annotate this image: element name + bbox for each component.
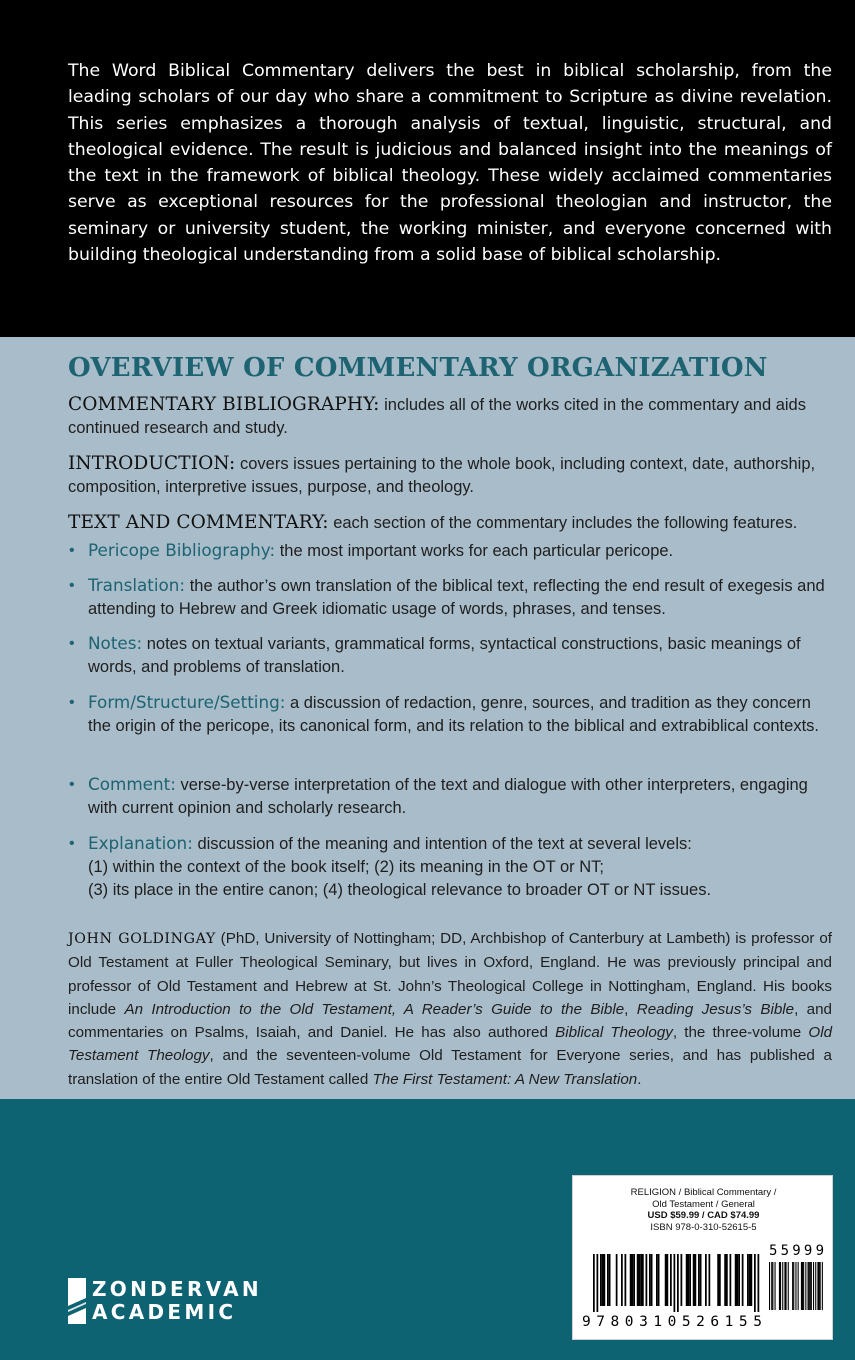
category-line: RELIGION / Biblical Commentary /: [630, 1187, 777, 1198]
barcode-bar: [738, 1254, 740, 1306]
barcode-bar: [686, 1254, 688, 1306]
barcode-bar: [693, 1254, 695, 1306]
barcode-bar: [639, 1254, 641, 1306]
barcode-bar: [600, 1254, 602, 1306]
barcode-bar: [689, 1254, 691, 1306]
section-heading: INTRODUCTION:: [68, 453, 236, 474]
bullet-icon: •: [69, 635, 75, 652]
feature-text-line: (3) its place in the entire canon; (4) theological relevance to broader OT or NT issues.: [88, 881, 712, 899]
feature-name: Translation:: [88, 575, 186, 595]
bio-text: (PhD, University of Nottingham; DD, Archbishop of Canterbury at Lambeth) is professor of Old Testament at Fuller Theological Seminary, but lives in Oxford, England. He was previously principal and professor of Old Testament and Hebrew at St. John’s Theological College in Nottingham, England. His books include: [68, 930, 832, 1018]
barcode-guard-bar: [674, 1254, 676, 1312]
addon-bar: [822, 1262, 823, 1310]
barcode-bar: [737, 1254, 739, 1306]
section-text: each section of the commentary includes the following features.: [333, 514, 798, 532]
barcode-digit: 5: [753, 1314, 762, 1330]
section-text-and-commentary: [68, 511, 836, 535]
addon-digit: 9: [792, 1243, 801, 1259]
barcode-bar: [656, 1254, 658, 1306]
barcode-bar: [640, 1254, 642, 1306]
addon-bar: [772, 1262, 773, 1310]
barcode-bar: [698, 1254, 700, 1306]
zondervan-logo-mark-icon: [68, 1278, 86, 1324]
feature-form-structure-setting: [68, 691, 836, 738]
addon-bar: [810, 1262, 811, 1310]
feature-name: Explanation:: [88, 833, 193, 853]
feature-name: Form/Structure/Setting:: [88, 692, 286, 712]
barcode-bar: [667, 1254, 669, 1306]
barcode-digit: 8: [610, 1314, 620, 1330]
barcode-bar: [695, 1254, 697, 1306]
addon-bar: [792, 1262, 793, 1310]
barcode-bar: [751, 1254, 753, 1306]
bullet-icon: •: [69, 776, 75, 793]
feature-name: Pericope Bibliography:: [88, 540, 276, 560]
book-title: Reading Jesus’s Bible: [636, 1000, 795, 1018]
barcode-label: [572, 1175, 833, 1340]
addon-bar: [798, 1262, 799, 1310]
feature-explanation: [68, 832, 836, 902]
barcode-bar: [632, 1254, 634, 1306]
barcode-bar: [700, 1254, 702, 1306]
barcode-bar: [719, 1254, 721, 1306]
feature-text: a discussion of redaction, genre, sources, and tradition as they concern the origin of the pericope, its canonical form, and its relation to the biblical and extrabiblical contexts.: [88, 694, 819, 735]
addon-bar: [811, 1262, 812, 1310]
feature-name: Notes:: [88, 633, 143, 653]
barcode-digit: 2: [696, 1314, 705, 1330]
addon-bar: [786, 1262, 787, 1310]
addon-digit: 9: [803, 1243, 813, 1259]
barcode-digit: 9: [582, 1314, 591, 1330]
barcode-guard-bar: [593, 1254, 595, 1312]
section-text: includes all of the works cited in the commentary and aids continued research and study.: [68, 396, 806, 437]
zondervan-academic-logo: [68, 1278, 278, 1324]
barcode-bar: [681, 1254, 683, 1306]
addon-bar: [817, 1262, 818, 1310]
barcode-bar: [735, 1254, 737, 1306]
barcode-bar: [607, 1254, 609, 1306]
barcode-digit: 0: [624, 1314, 634, 1330]
bullet-icon: •: [69, 577, 75, 594]
feature-text: notes on textual variants, grammatical forms, syntactical constructions, basic meanings of words, and problems of translation.: [88, 635, 801, 676]
barcode-bar: [642, 1254, 644, 1306]
barcode-bar: [649, 1254, 651, 1306]
addon-bar: [801, 1262, 802, 1310]
book-title: Biblical Theology: [555, 1024, 673, 1042]
barcode-guard-bar: [754, 1254, 756, 1312]
section-heading: TEXT AND COMMENTARY:: [68, 512, 329, 533]
section-introduction: [68, 452, 836, 499]
price: USD $59.99 / CAD $74.99: [647, 1210, 760, 1221]
overview-title: OVERVIEW OF COMMENTARY ORGANIZATION: [68, 353, 768, 383]
addon-digit: 5: [769, 1243, 778, 1259]
addon-bar: [805, 1262, 806, 1310]
addon-bar: [815, 1262, 816, 1310]
barcode-bar: [670, 1254, 672, 1306]
barcode-digit: 1: [653, 1314, 663, 1330]
feature-text-line: (1) within the context of the book itself; (2) its meaning in the OT or NT;: [88, 858, 605, 876]
barcode-guard-bar: [597, 1254, 599, 1312]
barcode-bar: [625, 1254, 627, 1306]
barcode-bar: [602, 1254, 604, 1306]
barcode-bar: [609, 1254, 611, 1306]
barcode-bar: [604, 1254, 606, 1306]
barcode-bar: [747, 1254, 749, 1306]
section-heading: COMMENTARY BIBLIOGRAPHY:: [68, 394, 380, 415]
book-title: An Introduction to the Old Testament, A Reader’s Guide to the Bible: [124, 1000, 625, 1018]
barcode-bar: [665, 1254, 667, 1306]
section-text: covers issues pertaining to the whole book, including context, date, authorship, composition, interpretive issues, purpose, and theology.: [68, 455, 816, 496]
addon-bar: [795, 1262, 796, 1310]
addon-bar: [784, 1262, 785, 1310]
barcode-digit: 3: [639, 1314, 648, 1330]
feature-pericope-bibliography: [68, 539, 836, 563]
addon-bar: [788, 1262, 789, 1310]
series-description: The Word Biblical Commentary delivers the best in biblical scholarship, from the leading scholars of our day who share a commitment to Scripture as divine revelation. This series emphasizes a thorough analysis of textual, linguistic, structural, and theological evidence. The result is judicious and balanced insight into the meanings of the text in the framework of biblical theology. These widely acclaimed commentaries serve as exceptional resources for the professional theologian and instructor, the seminary or university student, the working minister, and everyone concerned with building theological understanding from a solid base of biblical scholarship.: [68, 61, 832, 266]
addon-bar: [780, 1262, 781, 1310]
barcode-digit: 5: [681, 1314, 691, 1330]
barcode-bar: [709, 1254, 711, 1306]
addon-bar: [775, 1262, 776, 1310]
addon-bar: [820, 1262, 821, 1310]
barcode-bar: [646, 1254, 648, 1306]
barcode-bar: [621, 1254, 623, 1306]
barcode-bar: [630, 1254, 632, 1306]
feature-text: verse-by-verse interpretation of the text and dialogue with other interpreters, engaging with current opinion and scholarly research.: [88, 776, 808, 817]
feature-text: the most important works for each particular pericope.: [279, 542, 674, 560]
barcode-bar: [742, 1254, 744, 1306]
addon-bar: [808, 1262, 809, 1310]
barcode-bar: [730, 1254, 732, 1306]
section-commentary-bibliography: [68, 393, 836, 440]
barcode-bar: [705, 1254, 707, 1306]
feature-notes: [68, 632, 836, 679]
addon-bar: [782, 1262, 783, 1310]
barcode-bar: [637, 1254, 639, 1306]
barcode-digit: 6: [710, 1314, 720, 1330]
ean-digits: [582, 1314, 762, 1330]
addon-digit: 9: [815, 1243, 824, 1259]
bio-text: , and commentaries on Psalms, Isaiah, and Daniel. He has also authored: [68, 1000, 832, 1042]
barcode-bar: [749, 1254, 751, 1306]
book-title: Old Testament Theology: [68, 1024, 833, 1065]
author-bio: [68, 927, 832, 1091]
bio-text: .: [637, 1070, 642, 1088]
feature-text: the author’s own translation of the biblical text, reflecting the end result of exegesis and attending to Hebrew and Greek idiomatic usage of words, phrases, and tenses.: [88, 577, 825, 618]
addon-digit: 5: [780, 1243, 790, 1259]
bio-text: ,: [624, 1000, 637, 1018]
barcode-bar: [651, 1254, 653, 1306]
addon-bar: [813, 1262, 814, 1310]
book-title: The First Testament: A New Translation: [372, 1070, 638, 1088]
barcode-guard-bar: [677, 1254, 679, 1312]
feature-name: Comment:: [88, 774, 176, 794]
barcode-bar: [658, 1254, 660, 1306]
addon-bar: [779, 1262, 780, 1310]
logo-text-academic: ACADEMIC: [92, 1300, 237, 1324]
isbn: ISBN 978-0-310-52615-5: [650, 1221, 757, 1233]
bullet-icon: •: [69, 542, 75, 559]
addon-bar: [803, 1262, 804, 1310]
barcode-digit: 5: [738, 1314, 748, 1330]
addon-bar: [771, 1262, 772, 1310]
category-line: Old Testament / General: [652, 1198, 755, 1210]
barcode-digit: 7: [596, 1314, 605, 1330]
bio-text: , and the seventeen-volume Old Testament for Everyone series, and has published a translation of the entire Old Testament called: [68, 1047, 832, 1088]
barcode-bar: [633, 1254, 635, 1306]
barcode-bar: [724, 1254, 726, 1306]
logo-text-zondervan: ZONDERVAN: [92, 1277, 262, 1301]
feature-comment: [68, 773, 836, 820]
barcode-digit: 1: [724, 1314, 734, 1330]
barcode-bar: [688, 1254, 690, 1306]
addon-bar: [802, 1262, 803, 1310]
addon-bar: [793, 1262, 794, 1310]
bullet-icon: •: [69, 694, 75, 711]
bullet-icon: •: [69, 835, 75, 852]
addon-bar: [819, 1262, 820, 1310]
addon-bar: [769, 1262, 770, 1310]
barcode-bar: [726, 1254, 728, 1306]
feature-translation: [68, 574, 836, 621]
addon-bar: [809, 1262, 810, 1310]
description-panel: [0, 0, 855, 337]
barcode-digit: 0: [667, 1314, 677, 1330]
feature-text-line: discussion of the meaning and intention of the text at several levels:: [197, 835, 692, 853]
author-name: JOHN GOLDINGAY: [68, 931, 216, 947]
barcode-bar: [717, 1254, 719, 1306]
barcode-bar: [616, 1254, 618, 1306]
barcode-guard-bar: [758, 1254, 760, 1312]
addon-digits: [769, 1243, 824, 1259]
bio-text: , the three-volume: [672, 1024, 809, 1042]
